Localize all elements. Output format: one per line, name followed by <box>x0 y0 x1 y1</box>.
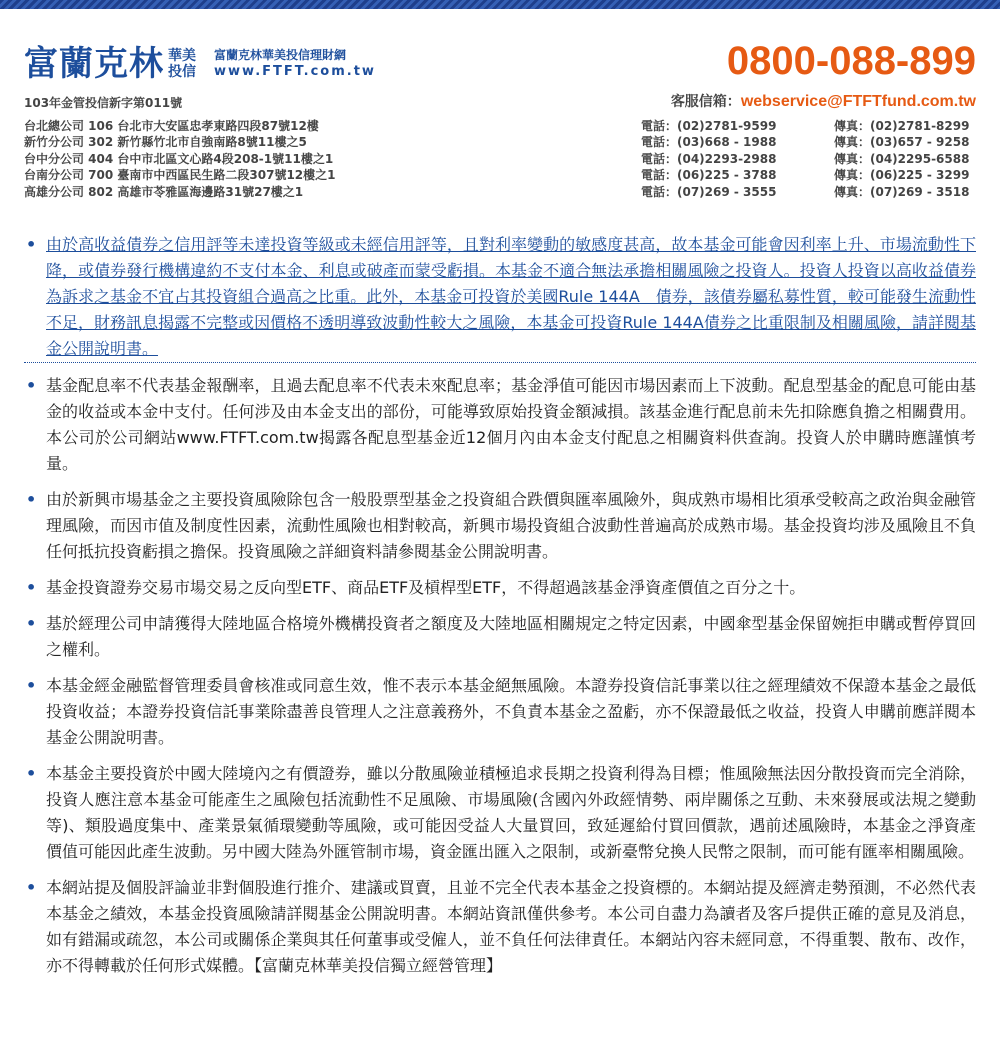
license-number: 103年金管投信新字第011號 <box>24 96 183 110</box>
notice-item <box>24 611 976 663</box>
notice-text: 基金配息率不代表基金報酬率，且過去配息率不代表未來配息率；基金淨值可能因市場因素而上下波動。配息型基金的配息可能由基金的收益或本金中支付。任何涉及由本金支出的部份，可能導致原始投資金額減損。該基金進行配息前未先扣除應負擔之相關費用。本公司於公司網站www.FTFT.com.tw揭露各配息型基金近12個月內由本金支付配息之相關資料供查詢。投資人於申購時應謹慎考量。 <box>46 376 976 473</box>
bullet-icon: • <box>26 235 37 254</box>
logo-sub-line1: 華美 <box>168 48 196 64</box>
branch-address: 台北總公司 106 台北市大安區忠孝東路四段87號12樓 <box>24 119 319 133</box>
logo-main-text: 富蘭克林 <box>24 44 164 84</box>
service-contact <box>671 91 976 111</box>
notice-item <box>24 875 976 979</box>
website-link[interactable]: www.FTFT.com.tw <box>214 64 376 79</box>
bullet-icon: • <box>26 490 37 509</box>
branch-tel: 電話：(07)269 - 3555 <box>641 184 777 199</box>
notice-text: 由於高收益債券之信用評等未達投資等級或未經信用評等，且對利率變動的敏感度甚高，故本基金可能會因利率上升、市場流動性下降，或債券發行機構違約不支付本金、利息或破產而蒙受虧損。本基金不適合無法承擔相關風險之投資人。投資人投資以高收益債券為訴求之基金不宜占其投資組合過高之比重。此外，本基金可投資於美國Rule 144A 債券，該債券屬私募性質，較可能發生流動性不足，財務訊息揭露不完整或因價格不透明導致波動性較大之風險，本基金可投資Rule 144A債券之比重限制及相關風險，請詳閱基金公開說明書。 <box>46 235 976 358</box>
branch-fax: 傳真：(03)657 - 9258 <box>834 135 970 150</box>
site-title <box>214 47 376 81</box>
hotline-phone[interactable]: 0800-088-899 <box>726 39 976 83</box>
logo-sub-text <box>168 48 196 80</box>
branch-fax: 傳真：(06)225 - 3299 <box>834 168 970 183</box>
branch-address: 新竹分公司 302 新竹縣竹北市自強南路8號11樓之5 <box>24 135 307 150</box>
notice-item <box>24 575 976 601</box>
company-full-name: 富蘭克林華美投信理財網 <box>214 48 347 62</box>
notice-item <box>24 487 976 565</box>
notice-item <box>24 373 976 477</box>
bullet-icon: • <box>26 676 37 695</box>
branch-tel-list <box>641 118 776 200</box>
notice-text: 基金投資證券交易市場交易之反向型ETF、商品ETF及槓桿型ETF，不得超過該基金淨資產價值之百分之十。 <box>46 578 806 597</box>
notice-text: 本基金主要投資於中國大陸境內之有價證券，雖以分散風險並積極追求長期之投資利得為目標；惟風險無法因分散投資而完全消除，投資人應注意本基金可能產生之風險包括流動性不足風險、市場風險(含國內外政經情勢、兩岸關係之互動、未來發展或法規之變動等)、類股過度集中、產業景氣循環變動等風險，或可能因受益人大量買回，致延遲給付買回價款，遇前述風險時，本基金之淨資產價值可能因此產生波動。另中國大陸為外匯管制市場，資金匯出匯入之限制，或新臺幣兌換人民幣之限制，而可能有匯率相關風險。 <box>46 764 976 861</box>
bullet-icon: • <box>26 376 37 395</box>
service-email-link[interactable]: webservice@FTFTfund.com.tw <box>740 93 976 110</box>
bullet-icon: • <box>26 614 37 633</box>
branch-fax: 傳真：(04)2295-6588 <box>834 151 970 166</box>
branch-address-list <box>24 118 336 200</box>
notice-text: 基於經理公司申請獲得大陸地區合格境外機構投資者之額度及大陸地區相關規定之特定因素，中國傘型基金保留婉拒申購或暫停買回之權利。 <box>46 614 976 659</box>
logo[interactable] <box>24 42 376 86</box>
branch-tel: 電話：(04)2293-2988 <box>641 151 777 166</box>
bullet-icon: • <box>26 878 37 897</box>
bullet-icon: • <box>26 764 37 783</box>
branch-tel: 電話：(03)668 - 1988 <box>641 135 777 150</box>
branch-fax-list <box>834 118 969 200</box>
branch-fax: 傳真：(07)269 - 3518 <box>834 184 970 199</box>
logo-sub-line2: 投信 <box>168 64 196 80</box>
notice-item <box>24 761 976 865</box>
branch-address: 高雄分公司 802 高雄市苓雅區海邊路31號27樓之1 <box>24 184 304 199</box>
top-stripe-bar <box>0 0 1000 9</box>
branch-address: 台中分公司 404 台中市北區文心路4段208-1號11樓之1 <box>24 151 334 166</box>
notice-item-high-yield[interactable] <box>24 232 976 363</box>
branch-tel: 電話：(06)225 - 3788 <box>641 168 777 183</box>
bullet-icon: • <box>26 578 37 597</box>
service-label: 客服信箱： <box>670 94 741 110</box>
risk-disclosure-list <box>24 232 976 989</box>
notice-text: 本基金經金融監督管理委員會核准或同意生效，惟不表示本基金絕無風險。本證券投資信託事業以往之經理績效不保證本基金之最低投資收益；本證券投資信託事業除盡善良管理人之注意義務外，不負責本基金之盈虧，亦不保證最低之收益，投資人申購前應詳閱本基金公開說明書。 <box>46 676 976 747</box>
branch-address: 台南分公司 700 臺南市中西區民生路二段307號12樓之1 <box>24 168 336 183</box>
notice-item <box>24 673 976 751</box>
notice-text: 由於新興市場基金之主要投資風險除包含一般股票型基金之投資組合跌價與匯率風險外，與成熟市場相比須承受較高之政治與金融管理風險，而因市值及制度性因素，流動性風險也相對較高，新興市場投資組合波動性普遍高於成熟市場。基金投資均涉及風險且不負任何抵抗投資虧損之擔保。投資風險之詳細資料請參閱基金公開說明書。 <box>46 490 976 561</box>
page-header <box>24 38 976 203</box>
branch-fax: 傳真：(02)2781-8299 <box>834 119 970 133</box>
notice-text: 本網站提及個股評論並非對個股進行推介、建議或買賣，且並不完全代表本基金之投資標的。本網站提及經濟走勢預測，不必然代表本基金之績效，本基金投資風險請詳閱基金公開說明書。本網站資訊僅供參考。本公司自盡力為讀者及客戶提供正確的意見及消息，如有錯漏或疏忽，本公司或關係企業與其任何董事或受僱人，並不負任何法律責任。本網站內容未經同意，不得重製、散布、改作，亦不得轉載於任何形式媒體。【富蘭克林華美投信獨立經營管理】 <box>46 878 976 975</box>
branch-tel: 電話：(02)2781-9599 <box>641 119 777 133</box>
